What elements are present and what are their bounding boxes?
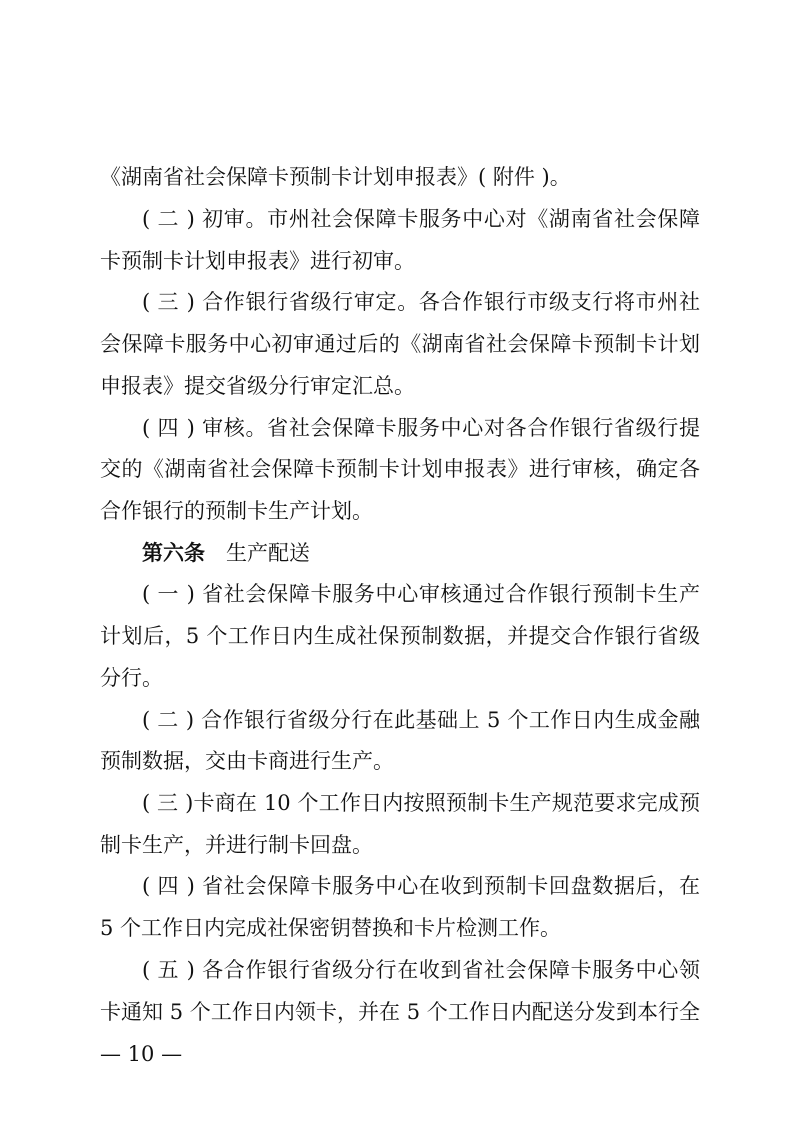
paragraph-line: ( 五 ) 各合作银行省级分行在收到省社会保障卡服务中心领: [142, 958, 700, 982]
paragraph-line: ( 三 )卡商在 10 个工作日内按照预制卡生产规范要求完成预: [142, 791, 700, 815]
paragraph-line: ( 二 ) 合作银行省级分行在此基础上 5 个工作日内生成金融: [142, 708, 700, 732]
page-number: — 10 —: [100, 1042, 183, 1066]
paragraph-line: 卡通知 5 个工作日内领卡，并在 5 个工作日内配送分发到本行全: [100, 1000, 700, 1024]
article-label: 第六条: [142, 541, 205, 565]
paragraph-line: 会保障卡服务中心初审通过后的《湖南省社会保障卡预制卡计划: [100, 332, 700, 356]
paragraph-line: 合作银行的预制卡生产计划。: [100, 499, 373, 523]
paragraph-line: 计划后，5 个工作日内生成社保预制数据，并提交合作银行省级: [100, 624, 700, 648]
paragraph-line: 《湖南省社会保障卡预制卡计划申报表》( 附件 )。: [100, 165, 571, 189]
paragraph-line: ( 一 ) 省社会保障卡服务中心审核通过合作银行预制卡生产: [142, 582, 700, 606]
paragraph-line: 5 个工作日内完成社保密钥替换和卡片检测工作。: [100, 916, 562, 940]
paragraph-line: 分行。: [100, 666, 163, 690]
paragraph-line: 交的《湖南省社会保障卡预制卡计划申报表》进行审核，确定各: [100, 457, 700, 481]
paragraph-line: ( 四 ) 省社会保障卡服务中心在收到预制卡回盘数据后，在: [142, 874, 700, 898]
article-title: 生产配送: [226, 541, 310, 565]
paragraph-line: 制卡生产，并进行制卡回盘。: [100, 833, 373, 857]
paragraph-line: ( 四 ) 审核。省社会保障卡服务中心对各合作银行省级行提: [142, 416, 700, 440]
paragraph-line: ( 二 ) 初审。市州社会保障卡服务中心对《湖南省社会保障: [142, 207, 700, 231]
paragraph-line: 预制数据，交由卡商进行生产。: [100, 749, 394, 773]
paragraph-line: 卡预制卡计划申报表》进行初审。: [100, 249, 415, 273]
paragraph-line: ( 三 ) 合作银行省级行审定。各合作银行市级支行将市州社: [142, 290, 700, 314]
paragraph-line: 申报表》提交省级分行审定汇总。: [100, 374, 415, 398]
